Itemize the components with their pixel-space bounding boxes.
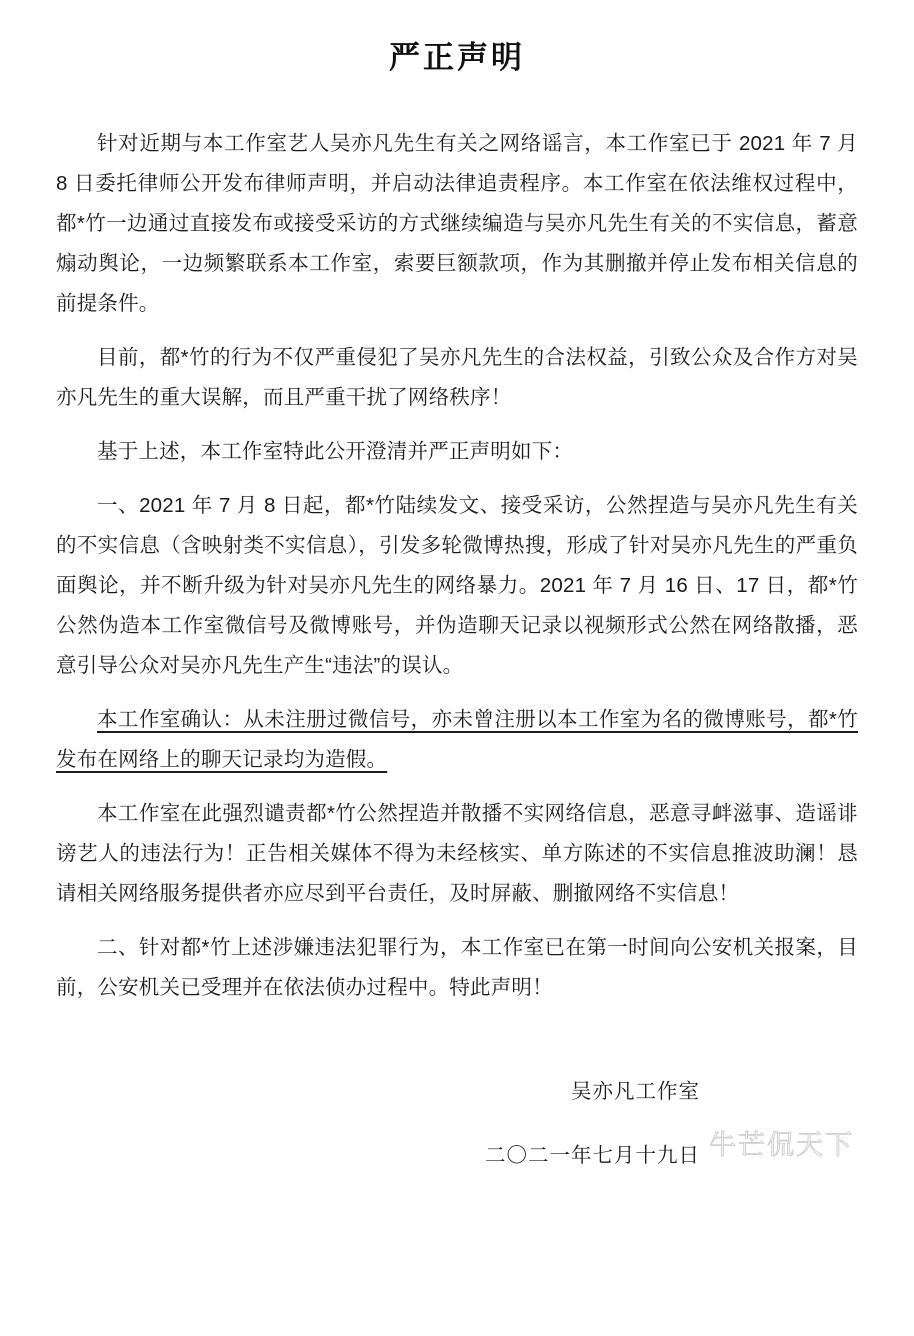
watermark-text: 牛芒侃天下 [709,1130,854,1161]
paragraph-intro: 针对近期与本工作室艺人吴亦凡先生有关之网络谣言，本工作室已于 2021 年 7 月 8 日委托律师公开发布律师声明，并启动法律追责程序。本工作室在依法维权过程中，都*竹一边通过直接发布或接受采访的方式继续编造与吴亦凡先生有关的不实信息，蓄意煽动舆论，一边频繁联系本工作室，索要巨额款项，作为其删撤并停止发布相关信息的前提条件。 [56,132,858,316]
paragraph-item-two: 二、针对都*竹上述涉嫌违法犯罪行为，本工作室已在第一时间向公安机关报案，目前，公安机关已受理并在依法侦办过程中。特此声明！ [56,936,858,1000]
page-title: 严正声明 [389,40,525,75]
paragraph-confirmation: 本工作室确认：从未注册过微信号，亦未曾注册以本工作室为名的微博账号，都*竹发布在网络上的聊天记录均为造假。 [56,708,858,772]
signature-block [56,1072,858,1112]
signature-name: 吴亦凡工作室 [571,1080,700,1104]
paragraph-item-one: 一、2021 年 7 月 8 日起，都*竹陆续发文、接受采访，公然捏造与吴亦凡先生有关的不实信息（含映射类不实信息），引发多轮微博热搜，形成了针对吴亦凡先生的严重负面舆论，并不断升级为针对吴亦凡先生的网络暴力。2021 年 7 月 16 日、17 日，都*竹公然伪造本工作室微信号及微博账号，并伪造聊天记录以视频形式公然在网络散播，恶意引导公众对吴亦凡先生产生“违法”的误认。 [56,494,858,678]
signature-date: 二〇二一年七月十九日 [485,1144,700,1168]
paragraph-condemnation: 本工作室在此强烈谴责都*竹公然捏造并散播不实网络信息，恶意寻衅滋事、造谣诽谤艺人的违法行为！正告相关媒体不得为未经核实、单方陈述的不实信息推波助澜！恳请相关网络服务提供者亦应尽到平台责任，及时屏蔽、删撤网络不实信息！ [56,802,858,906]
date-block [56,1130,858,1176]
paragraph-current-situation: 目前，都*竹的行为不仅严重侵犯了吴亦凡先生的合法权益，引致公众及合作方对吴亦凡先生的重大误解，而且严重干扰了网络秩序！ [56,346,858,410]
paragraph-declaration-lead: 基于上述，本工作室特此公开澄清并严正声明如下： [97,440,574,464]
document-body [56,124,858,1008]
